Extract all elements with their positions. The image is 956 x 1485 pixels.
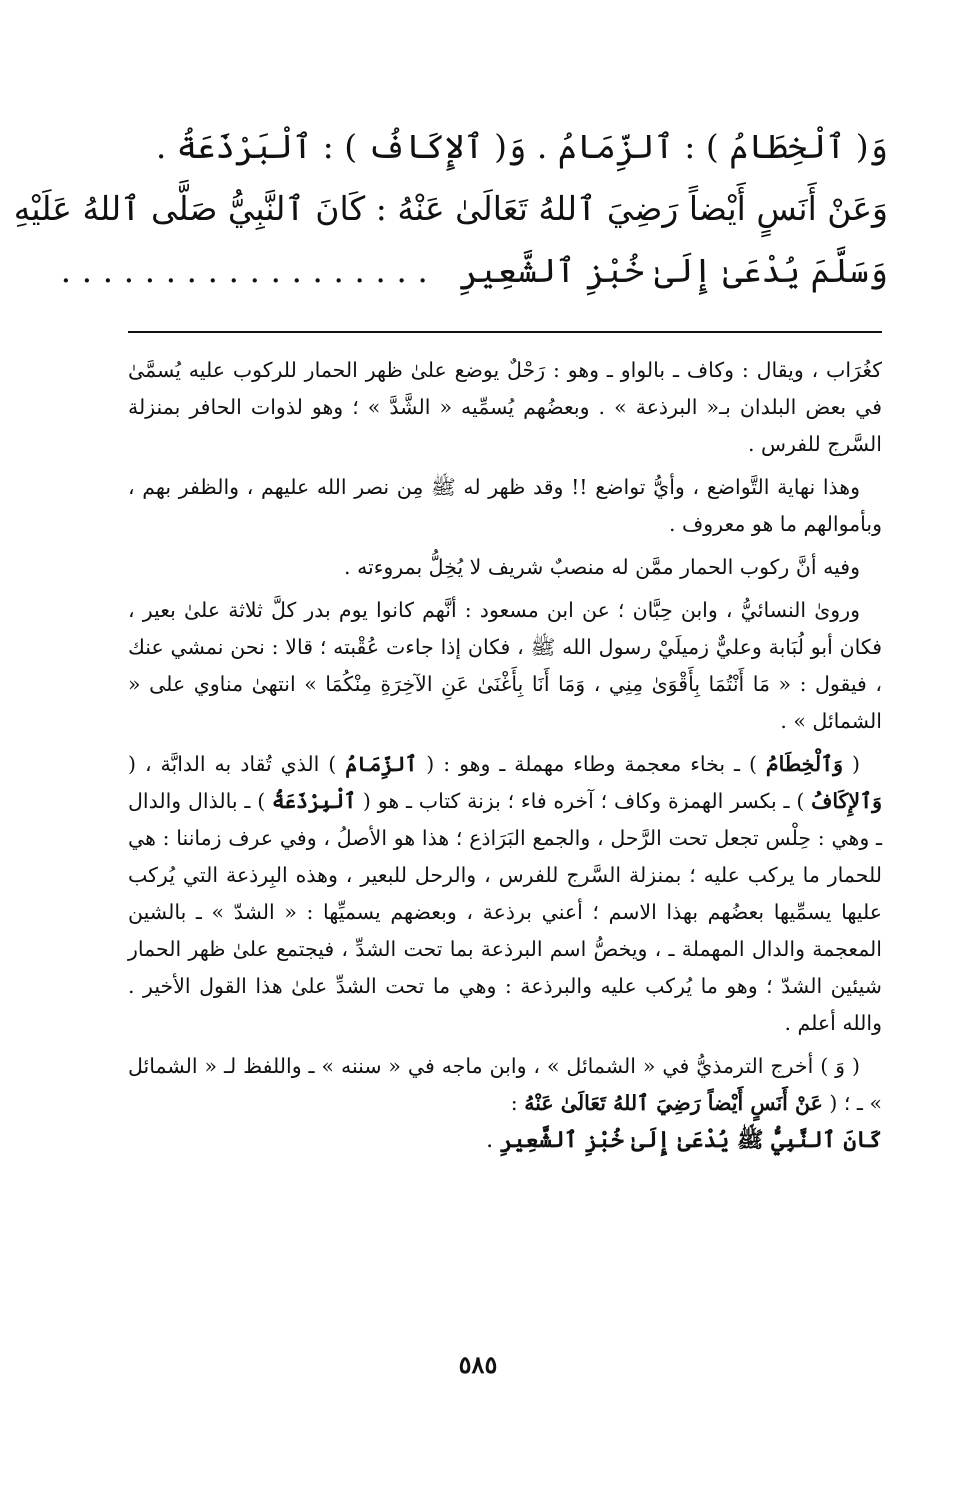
p6-text-2: : xyxy=(510,1091,525,1115)
commentary-paragraph-7 xyxy=(128,1122,882,1159)
commentary-paragraph-6 xyxy=(128,1048,882,1122)
hadith-text xyxy=(13,116,888,302)
commentary-paragraph-4: وروىٰ النسائيُّ ، وابن حِبَّان ؛ عن ابن مسعود : أنَّهم كانوا يوم بدر كلَّ ثلاثة علىٰ بعير ، فكان أبو لُبَابة وعليٌّ زميلَيْ رسول الله ﷺ ، فكان إذا جاءت عُقْبته ؛ قالا : نحن نمشي عنك ، فيقول : « مَا أَنْتُمَا بِأَقْوَىٰ مِنِي ، وَمَا أَنَا بِأَغْنَىٰ عَنِ الآخِرَةِ مِنْكُمَا » انتهىٰ مناوي على « الشمائل » . xyxy=(128,598,882,733)
hadith-line-1: وَ( ٱلْخِطَامُ ) : ٱلزِّمَامُ . وَ( ٱلإِكَافُ ) : ٱلْبَرْذَعَةُ . xyxy=(155,127,888,166)
p5-term-ikaf: وَٱلإِكَافُ xyxy=(811,789,883,813)
p5-open: ( xyxy=(843,752,861,776)
p5-text-3: ) ـ بكسر الهمزة وكاف ؛ آخره فاء ؛ بزنة كتاب ـ هو ( xyxy=(356,789,812,813)
p5-term-birdhaa: ٱلْبِرْذَعَةُ xyxy=(272,789,357,813)
p6-hadith-chain: عَنْ أَنَسٍ أَيْضاً رَضِيَ ٱللهُ تَعَالَىٰ عَنْهُ xyxy=(524,1091,823,1115)
hadith-line-3-text: وَسَلَّمَ يُدْعَىٰ إِلَىٰ خُبْزِ ٱلشَّعِيرِ xyxy=(459,251,888,290)
commentary-paragraph-2: وهذا نهاية التَّواضع ، وأيُّ تواضع !! وقد ظهر له ﷺ مِن نصر الله عليهم ، والظفر بهم ، وبأموالهم ما هو معروف . xyxy=(128,475,882,536)
commentary-paragraph-5 xyxy=(128,746,882,1042)
commentary xyxy=(128,352,882,1159)
p7-hadith-text: كَانَ ٱلنَّبِيُّ ﷺ يُدْعَىٰ إِلَىٰ خُبْزِ ٱلشَّعِيرِ xyxy=(500,1127,882,1153)
p6-text-1: ( وَ ) أخرج الترمذيُّ في « الشمائل » ، وابن ماجه في « سننه » ـ واللفظ لـ « الشمائل » ـ ؛ ( xyxy=(128,1054,882,1115)
p5-term-khitam: وَٱلْخِطَامُ xyxy=(765,752,844,776)
footnote-separator-rule xyxy=(128,331,882,333)
hadith-line-3 xyxy=(60,240,888,302)
hadith-line-2: وَعَنْ أَنَسٍ أَيْضاً رَضِيَ ٱللهُ تَعَالَىٰ عَنْهُ : كَانَ ٱلنَّبِيُّ صَلَّى ٱللهُ عَلَيْهِ xyxy=(13,189,888,228)
page-number: ٥٨٥ xyxy=(458,1350,498,1379)
p7-end: . xyxy=(486,1128,501,1153)
p5-text-4: ) ـ بالذال والدال ـ وهي : حِلْس تجعل تحت الرَّحل ، والجمع البَرَاذع ؛ هذا هو الأصلُ ، وفي عرف زماننا : هي للحمار ما يركب عليه ؛ بمنزلة السَّرج للفرس ، والرحل للبعير ، وهذه البِرذعة التي يُركب عليها يسمِّيها بعضُهم بهذا الاسم ؛ أعني برذعة ، وبعضهم يسميِّها : « الشدّ » ـ بالشين المعجمة والدال المهملة ـ ، ويخصُّ اسم البرذعة بما تحت الشدِّ ، فيجتمع علىٰ ظهر الحمار شيئين الشدّ ؛ وهو ما يُركب عليه والبرذعة : وهي ما تحت الشدِّ علىٰ هذا القول الأخير . والله أعلم . xyxy=(128,789,882,1035)
commentary-paragraph-3: وفيه أنَّ ركوب الحمار ممَّن له منصبٌ شريف لا يُخِلُّ بمروءته . xyxy=(344,555,860,579)
p5-term-zimam: ٱلزِّمَامُ xyxy=(345,752,418,776)
p5-text-1: ) ـ بخاء معجمة وطاء مهملة ـ وهو : ( xyxy=(417,752,766,776)
hadith-line-3-dots: . . . . . . . . . . . . . . . . . . xyxy=(60,251,428,290)
p5-text-2: ) الذي تُقاد به الدابَّة ، ( xyxy=(128,752,346,776)
commentary-paragraph-1: كغُرَاب ، ويقال : وكاف ـ بالواو ـ وهو : رَحْلٌ يوضع علىٰ ظهر الحمار للركوب عليه يُسمَّىٰ في بعض البلدان بـ« البرذعة » . وبعضُهم يُسمِّيه « الشَّدَّ » ؛ وهو لذوات الحافر بمنزلة السَّرج للفرس . xyxy=(128,358,882,456)
